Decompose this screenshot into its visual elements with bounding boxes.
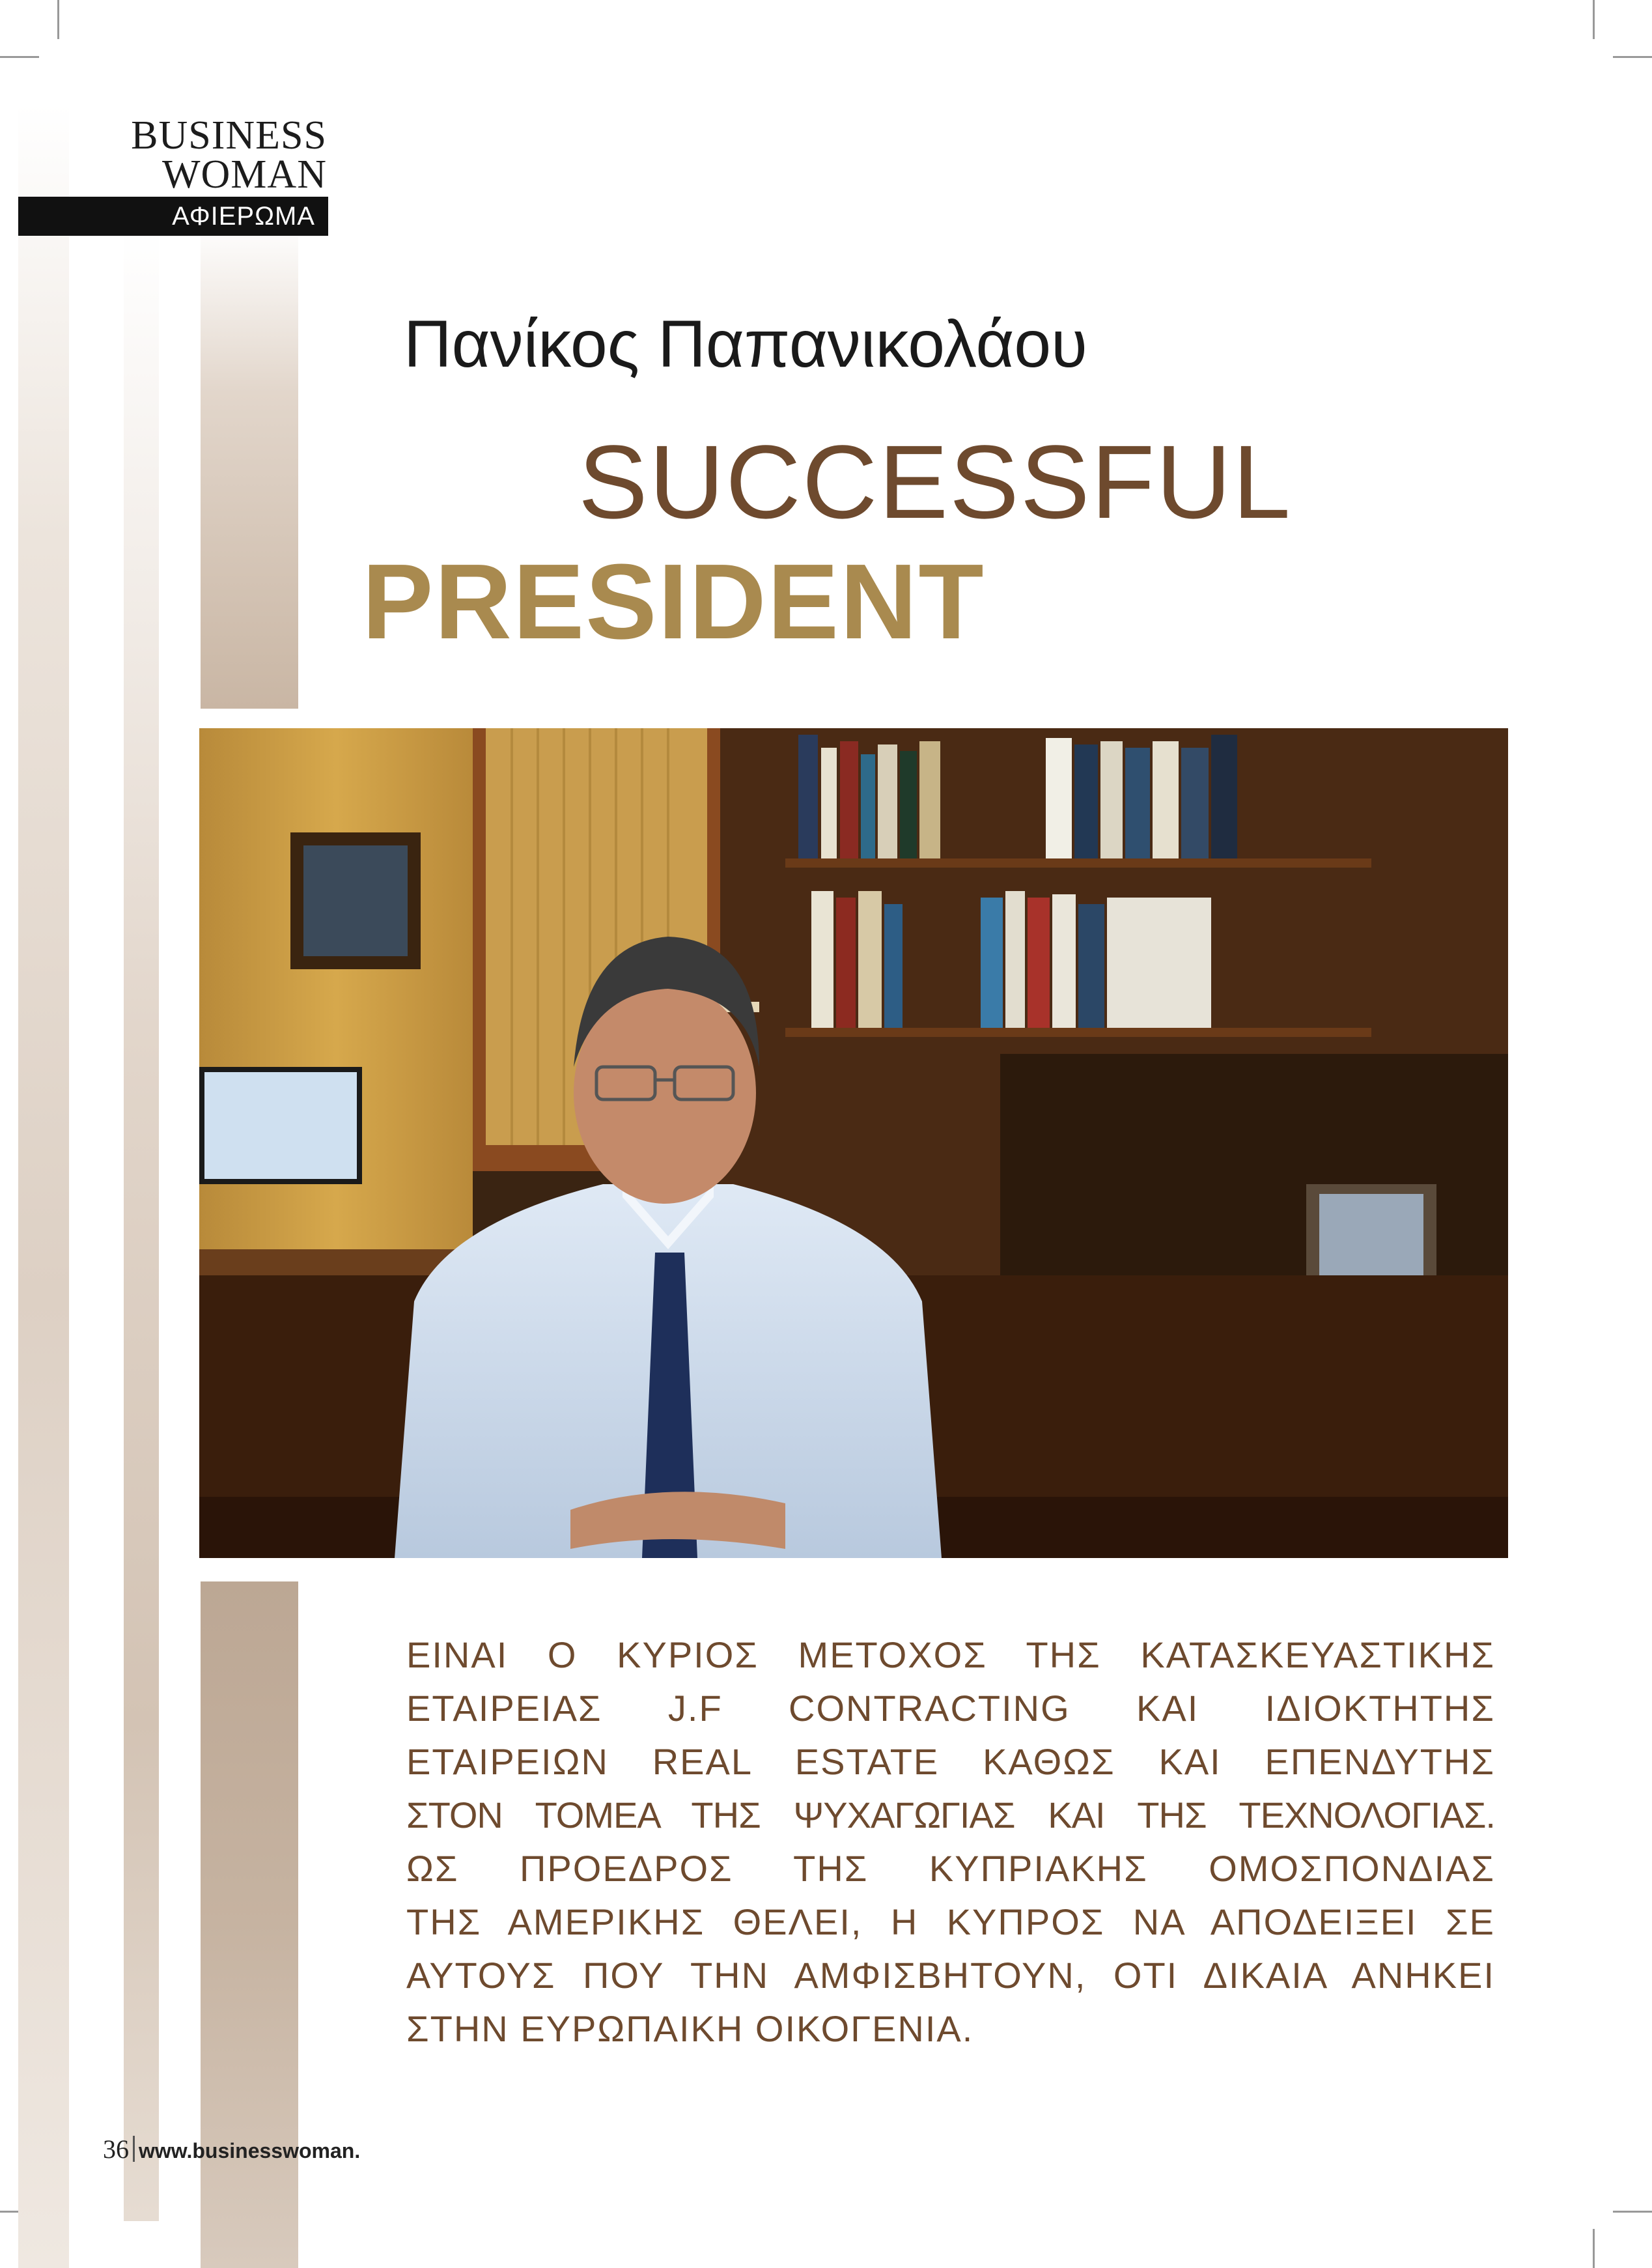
page-number: 36 bbox=[103, 2134, 129, 2164]
body-line: ΕΙΝΑΙ Ο ΚΥΡΙΟΣ ΜΕΤΟΧΟΣ ΤΗΣ ΚΑΤΑΣΚΕΥΑΣΤΙΚΗΣ bbox=[406, 1634, 1495, 1675]
website-url: www.businesswoman. bbox=[139, 2139, 361, 2162]
crop-mark bbox=[1593, 2229, 1595, 2268]
crop-mark bbox=[1613, 56, 1652, 58]
crop-mark bbox=[57, 0, 59, 39]
section-label: ΑΦΙΕΡΩΜΑ bbox=[18, 197, 328, 236]
title-line-2: PRESIDENT bbox=[362, 542, 985, 661]
crop-mark bbox=[1593, 0, 1595, 39]
body-line: ΩΣ ΠΡΟΕΔΡΟΣ ΤΗΣ ΚΥΠΡΙΑΚΗΣ ΟΜΟΣΠΟΝΔΙΑΣ bbox=[406, 1848, 1495, 1889]
body-line: ΤΗΣ ΑΜΕΡΙΚΗΣ ΘΕΛΕΙ, Η ΚΥΠΡΟΣ ΝΑ ΑΠΟΔΕΙΞΕΙ ΣΕ bbox=[406, 1901, 1495, 1942]
magazine-logo bbox=[18, 113, 328, 236]
crop-mark bbox=[0, 56, 39, 58]
body-line: ΕΤΑΙΡΕΙΑΣ J.F CONTRACTING ΚΑΙ ΙΔΙΟΚΤΗΤΗΣ bbox=[406, 1688, 1495, 1729]
decorative-stripe bbox=[18, 104, 69, 2268]
crop-mark bbox=[1613, 2211, 1652, 2213]
body-line: ΣΤΟΝ ΤΟΜΕΑ ΤΗΣ ΨΥΧΑΓΩΓΙΑΣ ΚΑΙ ΤΗΣ ΤΕΧΝΟΛΟΓΙΑΣ. bbox=[406, 1794, 1495, 1836]
article-body bbox=[406, 1628, 1495, 2056]
portrait-photo bbox=[199, 728, 1508, 1558]
decorative-stripe bbox=[124, 228, 159, 2221]
body-line: ΕΤΑΙΡΕΙΩΝ REAL ESTATE ΚΑΘΩΣ ΚΑΙ ΕΠΕΝΔΥΤΗΣ bbox=[406, 1741, 1495, 1782]
office-portrait-illustration bbox=[199, 728, 1508, 1558]
title-line-1: SUCCESSFUL bbox=[578, 423, 1292, 540]
logo-line-business: BUSINESS bbox=[131, 113, 327, 158]
body-line: ΣΤΗΝ ΕΥΡΩΠΑΙΚΗ ΟΙΚΟΓΕΝΙΑ. bbox=[406, 2008, 974, 2049]
person-name: Πανίκος Παπανικολάου bbox=[404, 307, 1087, 381]
body-line: ΑΥΤΟΥΣ ΠΟΥ ΤΗΝ ΑΜΦΙΣΒΗΤΟΥΝ, ΟΤΙ ΔΙΚΑΙΑ ΑΝΗΚΕΙ bbox=[406, 1955, 1495, 1996]
footer-separator bbox=[133, 2136, 135, 2162]
logo-line-woman: WOMAN bbox=[162, 152, 327, 197]
decorative-stripe bbox=[201, 221, 298, 709]
decorative-stripe bbox=[201, 1581, 298, 2268]
page-footer bbox=[103, 2134, 360, 2164]
